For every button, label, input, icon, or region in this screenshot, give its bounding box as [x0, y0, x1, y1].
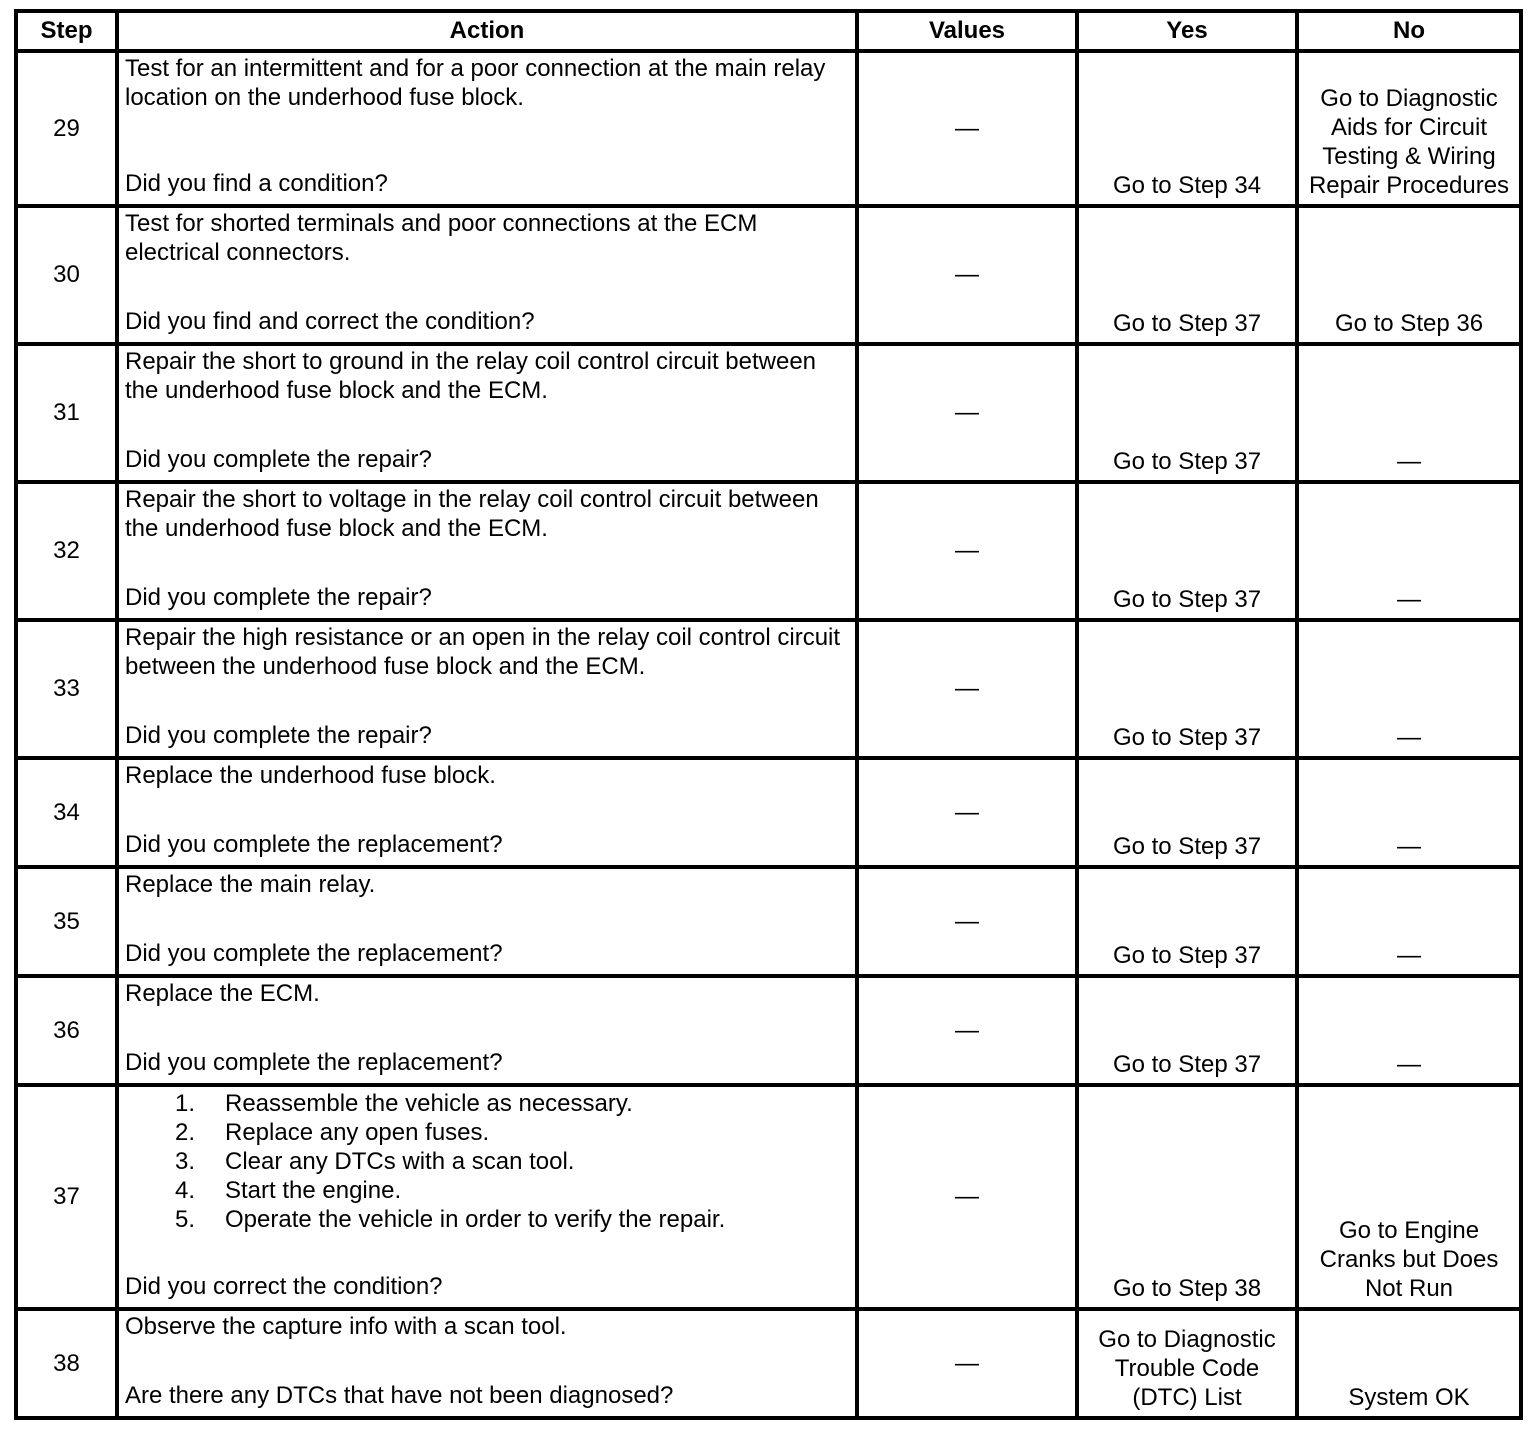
action-cell	[117, 206, 857, 344]
values-cell: —	[857, 206, 1077, 344]
step-number: 35	[16, 867, 117, 976]
table-row	[16, 51, 1521, 206]
list-item-number: 3.	[175, 1148, 196, 1175]
no-cell: Go to Step 36	[1297, 206, 1521, 344]
values-cell: —	[857, 482, 1077, 620]
no-cell: Go to Diagnostic Aids for Circuit Testing & Wiring Repair Procedures	[1297, 51, 1521, 206]
table-row	[16, 867, 1521, 976]
header-no: No	[1297, 11, 1521, 51]
action-cell	[117, 867, 857, 976]
values-cell: —	[857, 1309, 1077, 1418]
action-question: Did you correct the condition?	[125, 1273, 443, 1300]
action-question: Did you find and correct the condition?	[125, 308, 535, 335]
table-row	[16, 206, 1521, 344]
action-instruction: Observe the capture info with a scan tool.	[125, 1313, 567, 1340]
yes-cell: Go to Step 37	[1077, 976, 1297, 1085]
values-cell: —	[857, 758, 1077, 867]
action-question: Did you find a condition?	[125, 170, 388, 197]
yes-cell: Go to Step 37	[1077, 206, 1297, 344]
list-item	[125, 1205, 849, 1234]
action-question: Did you complete the repair?	[125, 446, 432, 473]
list-item	[125, 1147, 849, 1176]
step-number: 34	[16, 758, 117, 867]
action-instruction: Repair the short to ground in the relay coil control circuit between the underhood fuse block and the ECM.	[125, 348, 817, 404]
no-cell: —	[1297, 344, 1521, 482]
action-cell	[117, 976, 857, 1085]
list-item-text: Clear any DTCs with a scan tool.	[225, 1148, 575, 1175]
action-question: Did you complete the replacement?	[125, 831, 503, 858]
list-item-text: Operate the vehicle in order to verify the repair.	[225, 1206, 726, 1233]
action-instruction: Test for shorted terminals and poor connections at the ECM electrical connectors.	[125, 210, 758, 266]
yes-cell: Go to Step 34	[1077, 51, 1297, 206]
action-cell	[117, 344, 857, 482]
step-number: 38	[16, 1309, 117, 1418]
values-cell: —	[857, 1085, 1077, 1309]
action-cell	[117, 620, 857, 758]
header-row	[16, 11, 1521, 51]
list-item-text: Start the engine.	[225, 1177, 402, 1204]
list-item-number: 1.	[175, 1090, 196, 1117]
no-cell: —	[1297, 976, 1521, 1085]
action-instruction: Replace the main relay.	[125, 871, 376, 898]
list-item-number: 5.	[175, 1206, 196, 1233]
values-cell: —	[857, 344, 1077, 482]
diagnostic-steps-table	[14, 9, 1523, 1420]
values-cell: —	[857, 620, 1077, 758]
action-instruction: Repair the high resistance or an open in the relay coil control circuit between the underhood fuse block and the ECM.	[125, 624, 841, 680]
table-row	[16, 1085, 1521, 1309]
values-cell: —	[857, 976, 1077, 1085]
values-cell: —	[857, 867, 1077, 976]
action-cell	[117, 758, 857, 867]
no-cell: —	[1297, 620, 1521, 758]
step-number: 33	[16, 620, 117, 758]
no-cell: Go to Engine Cranks but Does Not Run	[1297, 1085, 1521, 1309]
values-cell: —	[857, 51, 1077, 206]
no-cell: —	[1297, 758, 1521, 867]
table-row	[16, 344, 1521, 482]
action-cell	[117, 1309, 857, 1418]
procedure-table-page	[14, 9, 1519, 1420]
list-item-text: Replace any open fuses.	[225, 1119, 490, 1146]
yes-cell: Go to Step 38	[1077, 1085, 1297, 1309]
yes-cell: Go to Diagnostic Trouble Code (DTC) List	[1077, 1309, 1297, 1418]
step-number: 29	[16, 51, 117, 206]
table-row	[16, 1309, 1521, 1418]
header-step: Step	[16, 11, 117, 51]
step-number: 31	[16, 344, 117, 482]
action-instruction: Replace the underhood fuse block.	[125, 762, 496, 789]
action-question: Did you complete the replacement?	[125, 1049, 503, 1076]
action-cell	[117, 1085, 857, 1309]
header-yes: Yes	[1077, 11, 1297, 51]
header-values: Values	[857, 11, 1077, 51]
yes-cell: Go to Step 37	[1077, 482, 1297, 620]
step-number: 36	[16, 976, 117, 1085]
yes-cell: Go to Step 37	[1077, 344, 1297, 482]
action-cell	[117, 51, 857, 206]
table-row	[16, 482, 1521, 620]
step-number: 32	[16, 482, 117, 620]
yes-cell: Go to Step 37	[1077, 867, 1297, 976]
procedure-list	[125, 1089, 849, 1234]
table-row	[16, 976, 1521, 1085]
header-action: Action	[117, 11, 857, 51]
action-question: Are there any DTCs that have not been diagnosed?	[125, 1382, 674, 1409]
list-item	[125, 1118, 849, 1147]
action-instruction: Test for an intermittent and for a poor connection at the main relay location on the underhood fuse block.	[125, 55, 826, 111]
action-cell	[117, 482, 857, 620]
no-cell: —	[1297, 482, 1521, 620]
action-question: Did you complete the repair?	[125, 722, 432, 749]
action-instruction: Repair the short to voltage in the relay coil control circuit between the underhood fuse block and the ECM.	[125, 486, 819, 542]
action-question: Did you complete the replacement?	[125, 940, 503, 967]
yes-cell: Go to Step 37	[1077, 620, 1297, 758]
list-item-number: 4.	[175, 1177, 196, 1204]
list-item-number: 2.	[175, 1119, 196, 1146]
no-cell: —	[1297, 867, 1521, 976]
list-item	[125, 1176, 849, 1205]
list-item	[125, 1089, 849, 1118]
no-cell: System OK	[1297, 1309, 1521, 1418]
yes-cell: Go to Step 37	[1077, 758, 1297, 867]
table-row	[16, 758, 1521, 867]
step-number: 37	[16, 1085, 117, 1309]
list-item-text: Reassemble the vehicle as necessary.	[225, 1090, 633, 1117]
table-row	[16, 620, 1521, 758]
action-question: Did you complete the repair?	[125, 584, 432, 611]
step-number: 30	[16, 206, 117, 344]
action-instruction: Replace the ECM.	[125, 980, 320, 1007]
